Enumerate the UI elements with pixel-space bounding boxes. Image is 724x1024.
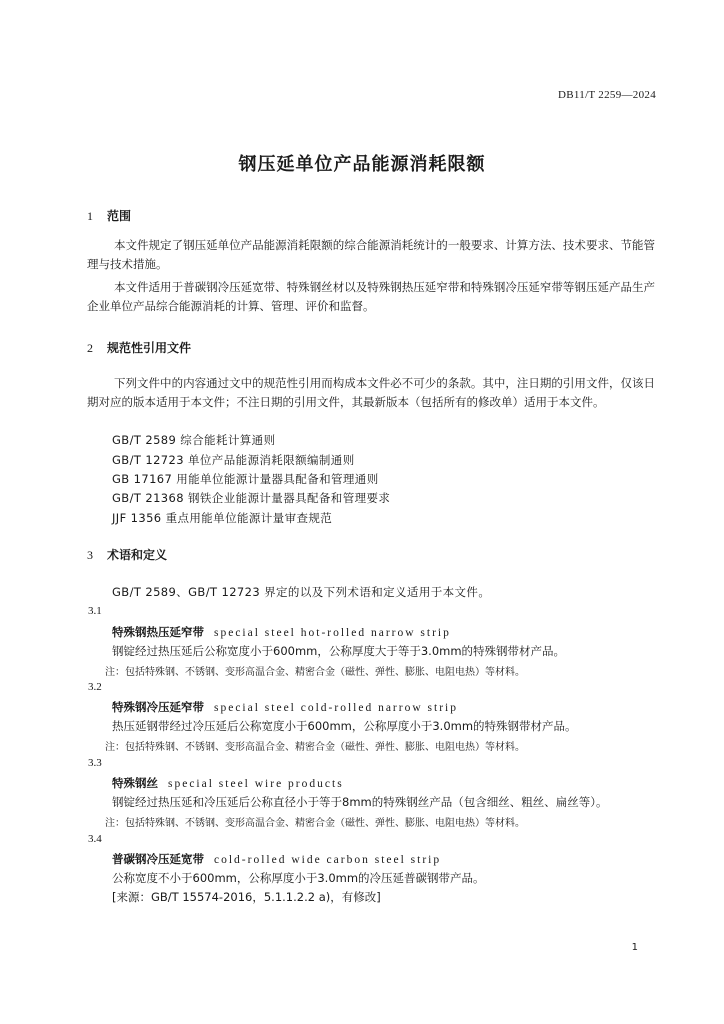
reference-item: GB/T 2589 综合能耗计算通则	[112, 433, 276, 447]
section-number: 2	[87, 341, 93, 355]
term-chinese: 特殊钢热压延窄带	[112, 625, 204, 639]
term-definition: 钢锭经过热压延后公称宽度小于600mm，公称厚度大于等于3.0mm的特殊钢带材产品。	[112, 644, 566, 658]
term-chinese: 特殊钢冷压延窄带	[112, 700, 204, 714]
section-title: 规范性引用文件	[107, 341, 192, 355]
clause-number: 3.1	[88, 605, 102, 617]
term-english: special steel hot-rolled narrow strip	[214, 627, 451, 639]
term-note: 注：包括特殊钢、不锈钢、变形高温合金、精密合金（磁性、弹性、膨胀、电阻电热）等材料。	[105, 818, 525, 829]
term-source: [来源：GB/T 15574-2016，5.1.1.2.2 a)，有修改]	[112, 890, 381, 904]
clause-number: 3.2	[88, 681, 102, 693]
term-definition: 热压延钢带经过冷压延后公称宽度小于600mm，公称厚度小于3.0mm的特殊钢带材产品。	[112, 719, 577, 733]
section-1-paragraph-1: 本文件规定了钢压延单位产品能源消耗限额的综合能源消耗统计的一般要求、计算方法、技术要求、节能管理与技术措施。	[87, 238, 655, 271]
section-title: 术语和定义	[107, 548, 168, 562]
section-1-paragraph-2: 本文件适用于普碳钢冷压延宽带、特殊钢丝材以及特殊钢热压延窄带和特殊钢冷压延窄带等钢压延产品生产企业单位产品综合能源消耗的计算、管理、评价和监督。	[87, 280, 655, 313]
term-definition: 钢锭经过热压延和冷压延后公称直径小于等于8mm的特殊钢丝产品（包含细丝、粗丝、扁丝等）。	[112, 795, 608, 809]
clause-number: 3.3	[88, 757, 102, 769]
term-note: 注：包括特殊钢、不锈钢、变形高温合金、精密合金（磁性、弹性、膨胀、电阻电热）等材料。	[105, 667, 525, 678]
section-2-heading	[87, 339, 191, 356]
term-definition: 公称宽度不小于600mm，公称厚度小于3.0mm的冷压延普碳钢带产品。	[112, 871, 485, 885]
section-3-heading	[87, 546, 167, 563]
term-entry	[112, 699, 458, 715]
term-english: special steel wire products	[168, 778, 344, 790]
term-english: special steel cold-rolled narrow strip	[214, 702, 458, 714]
section-number: 3	[87, 548, 93, 562]
section-1-heading	[87, 207, 131, 224]
reference-item: GB 17167 用能单位能源计量器具配备和管理通则	[112, 472, 379, 486]
document-title: 钢压延单位产品能源消耗限额	[238, 154, 486, 175]
section-number: 1	[87, 209, 93, 223]
term-chinese: 普碳钢冷压延宽带	[112, 852, 204, 866]
term-entry	[112, 775, 344, 791]
term-entry	[112, 624, 451, 640]
term-english: cold-rolled wide carbon steel strip	[214, 854, 442, 866]
term-entry	[112, 851, 441, 867]
page-number: 1	[631, 942, 638, 953]
term-chinese: 特殊钢丝	[112, 776, 158, 790]
reference-item: GB/T 21368 钢铁企业能源计量器具配备和管理要求	[112, 491, 391, 505]
standard-code: DB11/T 2259—2024	[558, 89, 656, 101]
clause-number: 3.4	[88, 833, 102, 845]
section-3-intro: GB/T 2589、GB/T 12723 界定的以及下列术语和定义适用于本文件。	[112, 585, 491, 599]
section-2-intro: 下列文件中的内容通过文中的规范性引用而构成本文件必不可少的条款。其中，注日期的引用文件，仅该日期对应的版本适用于本文件；不注日期的引用文件，其最新版本（包括所有的修改单）适用于本文件。	[87, 376, 655, 409]
reference-item: JJF 1356 重点用能单位能源计量审查规范	[112, 511, 333, 525]
reference-item: GB/T 12723 单位产品能源消耗限额编制通则	[112, 453, 355, 467]
term-note: 注：包括特殊钢、不锈钢、变形高温合金、精密合金（磁性、弹性、膨胀、电阻电热）等材料。	[105, 742, 525, 753]
section-title: 范围	[107, 209, 132, 223]
